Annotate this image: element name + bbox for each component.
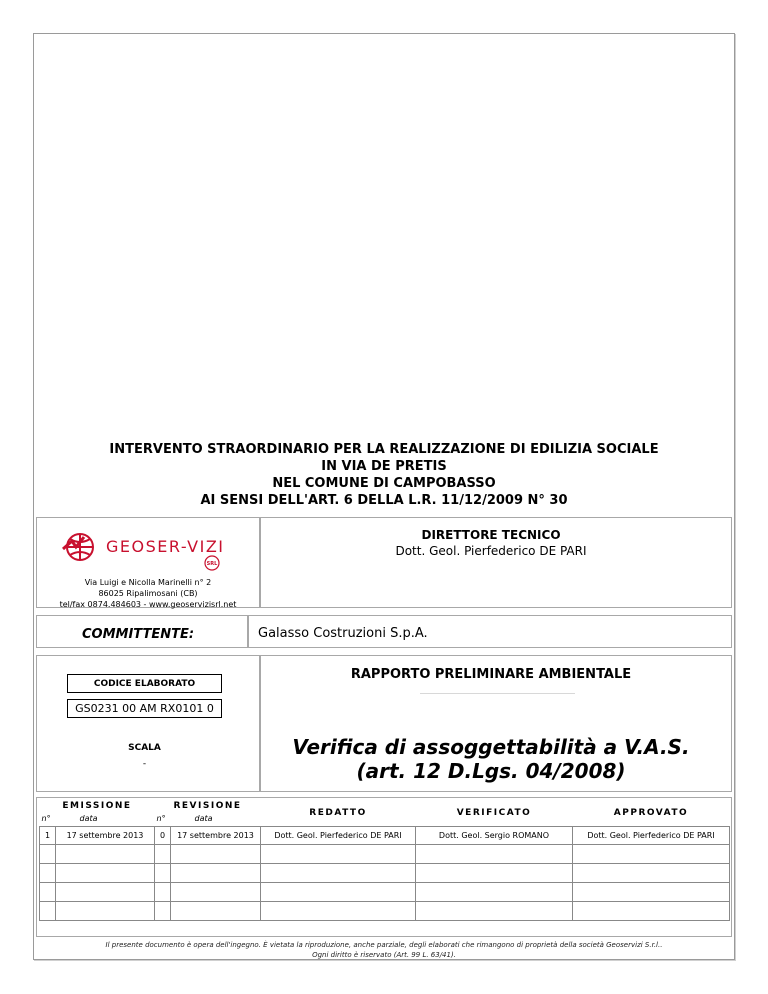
drafted-header: REDATTO bbox=[309, 808, 367, 818]
title-line: INTERVENTO STRAORDINARIO PER LA REALIZZAZIONE DI EDILIZIA SOCIALE bbox=[109, 442, 659, 457]
document-type: RAPPORTO PRELIMINARE AMBIENTALE bbox=[350, 667, 632, 682]
title-line: IN VIA DE PRETIS bbox=[321, 459, 447, 474]
scale-label: SCALA bbox=[128, 743, 161, 753]
emission-date-header: data bbox=[79, 814, 98, 823]
project-title bbox=[33, 441, 735, 509]
company-address bbox=[36, 577, 260, 610]
footer-line: Ogni diritto è riservato (Art. 99 L. 63/41). bbox=[312, 951, 456, 959]
client-value: Galasso Costruzioni S.p.A. bbox=[258, 626, 428, 641]
verified-by: Dott. Geol. Sergio ROMANO bbox=[416, 827, 573, 845]
emission-date: 17 settembre 2013 bbox=[56, 827, 155, 845]
company-logo bbox=[62, 527, 242, 571]
table-row bbox=[40, 827, 730, 845]
revision-number: 0 bbox=[155, 827, 171, 845]
client-label: COMMITTENTE: bbox=[82, 627, 195, 642]
table-header-row bbox=[40, 800, 730, 827]
revision-date-header: data bbox=[194, 814, 213, 823]
emission-header: EMISSIONE bbox=[62, 801, 132, 811]
footer-notice bbox=[33, 940, 735, 960]
drafted-by: Dott. Geol. Pierfederico DE PARI bbox=[261, 827, 416, 845]
subject-line: Verifica di assoggettabilità a V.A.S. bbox=[292, 735, 690, 759]
approved-header: APPROVATO bbox=[613, 808, 689, 818]
logo-text: GEOSER-VIZI bbox=[106, 537, 225, 556]
code-label: CODICE ELABORATO bbox=[67, 674, 222, 693]
revision-header: REVISIONE bbox=[173, 801, 242, 811]
revisions-table bbox=[39, 800, 730, 921]
footer-line: Il presente documento è opera dell'ingegno. È vietata la riproduzione, anche parziale, degli elaborati che rimangono di proprietà della società Geoservizi S.r.l.. bbox=[105, 941, 663, 949]
revision-date: 17 settembre 2013 bbox=[171, 827, 261, 845]
verified-header: VERIFICATO bbox=[456, 808, 532, 818]
emission-n-header: n° bbox=[41, 814, 51, 823]
approved-by: Dott. Geol. Pierfederico DE PARI bbox=[573, 827, 730, 845]
logo-badge: SRL bbox=[206, 561, 218, 567]
emission-number: 1 bbox=[40, 827, 56, 845]
revision-n-header: n° bbox=[156, 814, 166, 823]
table-row-empty bbox=[40, 864, 730, 883]
address-line: 86025 Ripalimosani (CB) bbox=[98, 589, 198, 598]
title-line: AI SENSI DELL'ART. 6 DELLA L.R. 11/12/2009 N° 30 bbox=[200, 493, 568, 508]
address-line: tel/fax 0874.484603 - www.geoservizisrl.net bbox=[59, 600, 237, 609]
code-value: GS0231 00 AM RX0101 0 bbox=[67, 699, 222, 718]
scale-value: - bbox=[142, 759, 147, 769]
table-row-empty bbox=[40, 902, 730, 921]
table-row-empty bbox=[40, 883, 730, 902]
document-subject bbox=[260, 735, 722, 783]
address-line: Via Luigi e Nicolla Marinelli n° 2 bbox=[84, 578, 212, 587]
director-label: DIRETTORE TECNICO bbox=[421, 528, 561, 542]
divider bbox=[420, 693, 575, 694]
subject-line: (art. 12 D.Lgs. 04/2008) bbox=[356, 759, 626, 783]
title-line: NEL COMUNE DI CAMPOBASSO bbox=[272, 476, 496, 491]
table-row-empty bbox=[40, 845, 730, 864]
director-name: Dott. Geol. Pierfederico DE PARI bbox=[395, 544, 587, 558]
